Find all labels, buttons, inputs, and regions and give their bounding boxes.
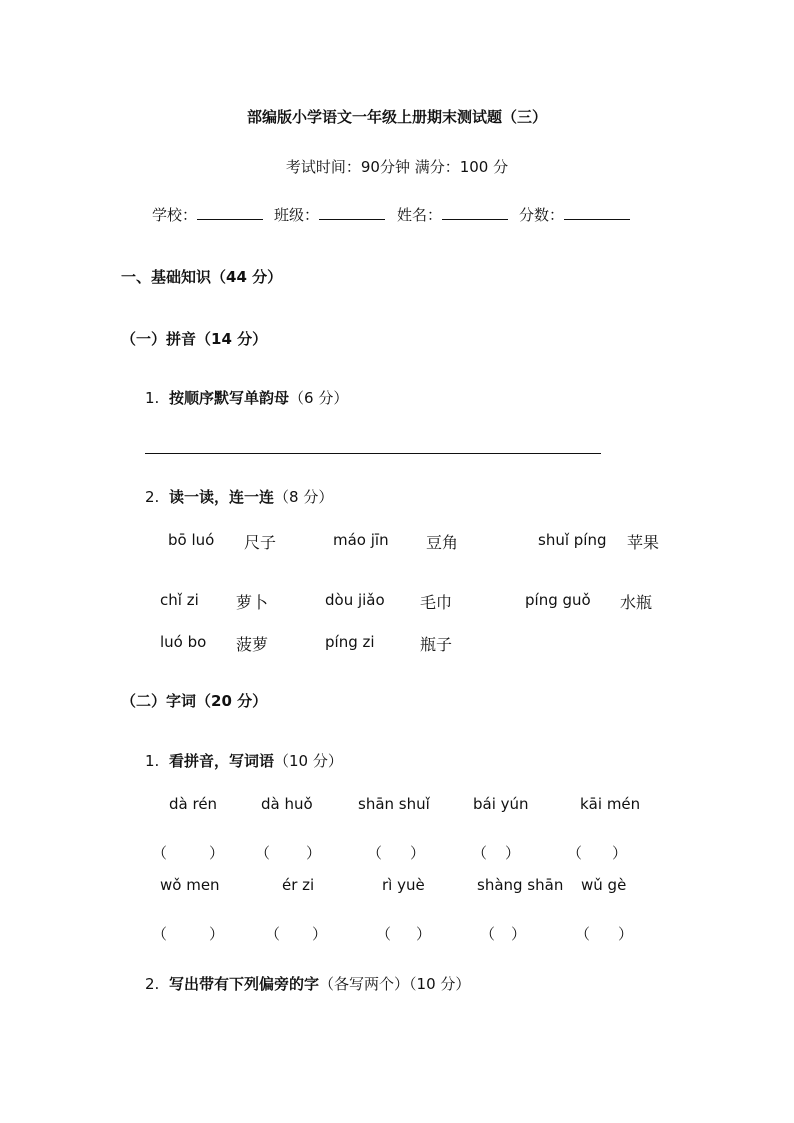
answer-box[interactable]: （ ） [265, 925, 327, 943]
pinyin-item: chǐ zi [160, 591, 199, 609]
pinyin-word: shān shuǐ [358, 795, 430, 813]
name-field [397, 204, 508, 225]
answer-box[interactable]: （ ） [472, 844, 520, 862]
question-text: 看拼音，写词语 [169, 752, 275, 770]
answer-box[interactable]: （ ） [152, 844, 224, 862]
word-item: 毛巾 [420, 593, 453, 612]
school-blank[interactable] [197, 205, 263, 220]
pinyin-item: píng zi [325, 633, 375, 651]
question-points: （10 分） [409, 975, 471, 993]
question-points: （8 分） [274, 488, 334, 506]
part-title: （二）字词 [121, 692, 197, 710]
pinyin-word: bái yún [473, 795, 529, 813]
question-heading [145, 486, 333, 507]
pinyin-word: kāi mén [580, 795, 641, 813]
score-field [519, 204, 630, 225]
name-label: 姓名： [397, 206, 443, 224]
answer-box[interactable]: （ ） [480, 925, 526, 943]
question-heading [145, 750, 343, 771]
word-item: 苹果 [627, 533, 660, 552]
pinyin-word: rì yuè [382, 876, 425, 894]
question-text: 读一读，连一连 [169, 488, 275, 506]
page-title: 部编版小学语文一年级上册期末测试题（三） [246, 108, 547, 126]
question-number: 1. [145, 389, 160, 407]
question-number: 1. [145, 752, 160, 770]
pinyin-word: wǔ gè [581, 876, 627, 894]
class-label: 班级： [274, 206, 320, 224]
pinyin-word: dà huǒ [261, 795, 313, 813]
answer-box[interactable]: （ ） [376, 925, 431, 943]
part-heading [121, 328, 267, 349]
section-title: 一、基础知识 [121, 268, 212, 286]
part-title: （一）拼音 [121, 330, 197, 348]
pinyin-item: dòu jiǎo [325, 591, 385, 609]
pinyin-item: luó bo [160, 633, 207, 651]
name-blank[interactable] [442, 205, 508, 220]
pinyin-item: píng guǒ [525, 591, 591, 609]
word-item: 菠萝 [236, 635, 269, 654]
answer-box[interactable]: （ ） [575, 925, 633, 943]
question-text: 写出带有下列偏旁的字 [169, 975, 320, 993]
word-item: 水瓶 [620, 593, 653, 612]
pinyin-word: wǒ men [160, 876, 220, 894]
pinyin-item: máo jīn [333, 531, 389, 549]
question-number: 2. [145, 975, 160, 993]
part-points: （20 分） [196, 692, 268, 710]
answer-box[interactable]: （ ） [255, 844, 321, 862]
question-number: 2. [145, 488, 160, 506]
answer-box[interactable]: （ ） [152, 925, 224, 943]
pinyin-item: bō luó [168, 531, 215, 549]
school-label: 学校： [152, 206, 198, 224]
question-note: （各写两个） [319, 975, 410, 993]
part-points: （14 分） [196, 330, 268, 348]
answer-line[interactable] [145, 453, 601, 454]
class-blank[interactable] [319, 205, 385, 220]
score-blank[interactable] [564, 205, 630, 220]
answer-box[interactable]: （ ） [367, 844, 425, 862]
exam-time-info: 考试时间：90分钟 满分：100 分 [285, 158, 509, 176]
question-points: （10 分） [274, 752, 343, 770]
class-field [274, 204, 385, 225]
pinyin-word: dà rén [169, 795, 218, 813]
word-item: 尺子 [244, 533, 277, 552]
word-item: 瓶子 [420, 635, 453, 654]
question-text: 按顺序默写单韵母 [169, 389, 290, 407]
part-heading [121, 690, 267, 711]
school-field [152, 204, 263, 225]
pinyin-word: ér zi [282, 876, 315, 894]
word-item: 萝卜 [236, 593, 269, 612]
question-points: （6 分） [289, 389, 349, 407]
answer-box[interactable]: （ ） [567, 844, 627, 862]
question-heading [145, 973, 470, 994]
word-item: 豆角 [426, 533, 459, 552]
score-label: 分数： [519, 206, 565, 224]
section-heading [121, 266, 282, 287]
pinyin-word: shàng shān [477, 876, 564, 894]
pinyin-item: shuǐ píng [538, 531, 607, 549]
section-points: （44 分） [211, 268, 283, 286]
question-heading [145, 387, 348, 408]
